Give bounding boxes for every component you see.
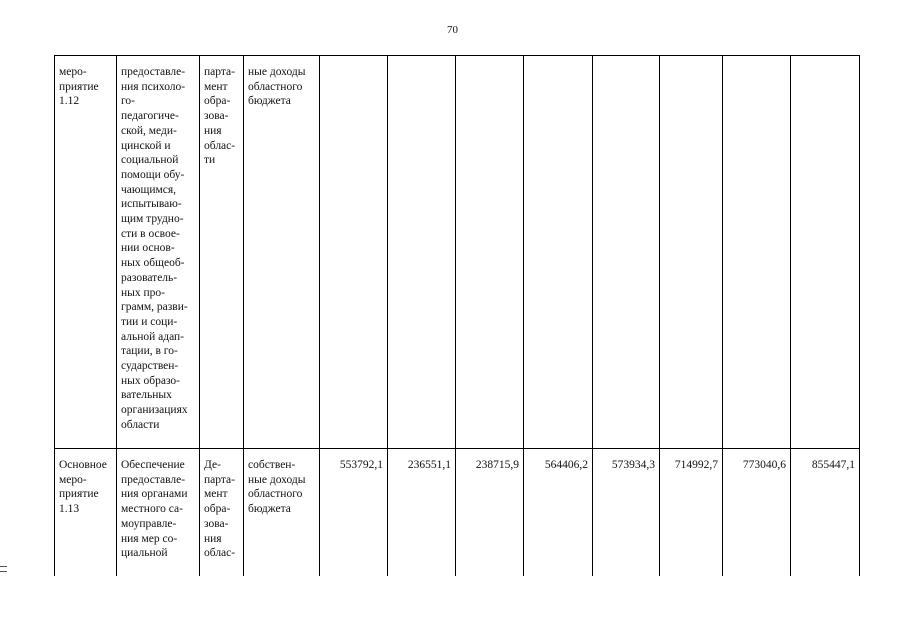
value-cell	[791, 56, 860, 449]
source-cell: собствен- ные доходы областного бюджета	[244, 449, 320, 577]
value-cell: 564406,2	[524, 449, 593, 577]
budget-table	[54, 55, 860, 576]
scan-edge-mark	[0, 566, 7, 572]
description-cell: Обеспечение предоставле- ния органами местного са- моуправле- ния мер со- циальной	[117, 449, 200, 577]
value-cell	[456, 56, 524, 449]
page-number: 70	[447, 24, 458, 36]
value-cell: 714992,7	[660, 449, 723, 577]
executor-cell: парта- мент обра- зова- ния облас- ти	[200, 56, 244, 449]
value-cell: 855447,1	[791, 449, 860, 577]
table-row	[55, 56, 860, 449]
event-cell: меро- приятие 1.12	[55, 56, 117, 449]
value-cell	[660, 56, 723, 449]
value-cell	[723, 56, 791, 449]
value-cell	[593, 56, 660, 449]
value-cell: 573934,3	[593, 449, 660, 577]
value-cell: 238715,9	[456, 449, 524, 577]
event-cell: Основное меро- приятие 1.13	[55, 449, 117, 577]
value-cell: 773040,6	[723, 449, 791, 577]
value-cell	[388, 56, 456, 449]
value-cell: 553792,1	[320, 449, 388, 577]
value-cell: 236551,1	[388, 449, 456, 577]
executor-cell: Де- парта- мент обра- зова- ния облас-	[200, 449, 244, 577]
description-cell: предоставле- ния психоло- го- педагогиче- ской, меди- цинской и социальной помощи обу- чающимся, испытываю- щим трудно- сти в освое- нии основ- ных общеоб- разователь- ных про- грамм, разви- тии и соци- альной адап- тации, в го- сударствен- ных образо- вательных организациях области	[117, 56, 200, 449]
source-cell: ные доходы областного бюджета	[244, 56, 320, 449]
value-cell	[320, 56, 388, 449]
value-cell	[524, 56, 593, 449]
table-row	[55, 449, 860, 577]
